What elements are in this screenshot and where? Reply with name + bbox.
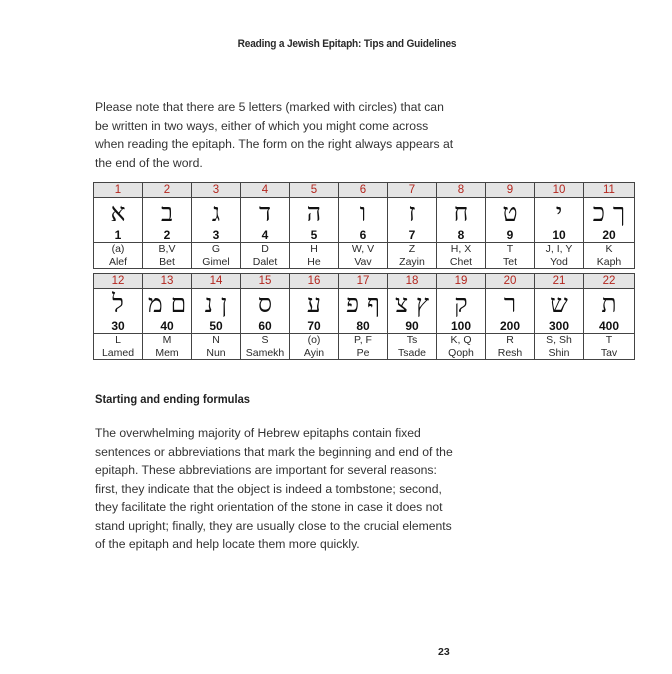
letter-name-cell: Yod <box>535 255 584 269</box>
transliteration-cell: W, V <box>339 243 388 256</box>
numeric-value-cell: 1 <box>94 228 143 243</box>
hebrew-letter-cell: ב <box>143 198 192 229</box>
hebrew-letter-cell: ת <box>584 289 635 320</box>
hebrew-letter-cell: ף פ <box>339 289 388 320</box>
numeric-value-cell: 100 <box>437 319 486 334</box>
numeric-value-cell: 200 <box>486 319 535 334</box>
hebrew-letter-cell: ך כ <box>584 198 635 229</box>
letter-name-cell: Lamed <box>94 346 143 360</box>
transliteration-cell: K, Q <box>437 334 486 347</box>
numeric-value-cell: 3 <box>192 228 241 243</box>
letter-number-cell: 15 <box>241 274 290 289</box>
hebrew-letter-cell: ן נ <box>192 289 241 320</box>
numeric-value-cell: 30 <box>94 319 143 334</box>
hebrew-alphabet-table <box>93 182 635 360</box>
hebrew-letter-cell: ה <box>290 198 339 229</box>
letter-number-cell: 18 <box>388 274 437 289</box>
letter-number-cell: 5 <box>290 183 339 198</box>
intro-paragraph: Please note that there are 5 letters (marked with circles) that can be written in two ways, either of which you might come across when reading the epitaph. The form on the right always appears at the end of the word. <box>95 100 454 170</box>
hebrew-letter-cell: ט <box>486 198 535 229</box>
transliteration-cell: L <box>94 334 143 347</box>
hebrew-letter-cell: ל <box>94 289 143 320</box>
alphabet-row1-numbers <box>94 183 635 198</box>
letter-name-cell: Samekh <box>241 346 290 360</box>
letter-number-cell: 16 <box>290 274 339 289</box>
transliteration-cell: J, I, Y <box>535 243 584 256</box>
letter-name-cell: Mem <box>143 346 192 360</box>
letter-name-cell: Qoph <box>437 346 486 360</box>
numeric-value-cell: 90 <box>388 319 437 334</box>
section-heading: Starting and ending formulas <box>95 392 251 406</box>
letter-name-cell: Zayin <box>388 255 437 269</box>
transliteration-cell: T <box>584 334 635 347</box>
letter-number-cell: 8 <box>437 183 486 198</box>
letter-number-cell: 21 <box>535 274 584 289</box>
numeric-value-cell: 60 <box>241 319 290 334</box>
body-paragraph: The overwhelming majority of Hebrew epitaphs contain fixed sentences or abbreviations that mark the beginning and end of the epitaph. These abbreviations are important for several reasons: first, they indicate that the object is indeed a tombstone; second, they facilitate the right orientation of the stone in case it does not stand upright; finally, they are usually close to the crucial elements of the epitaph and help locate them more quickly. <box>95 426 453 551</box>
transliteration-cell: (a) <box>94 243 143 256</box>
numeric-value-cell: 400 <box>584 319 635 334</box>
letter-name-cell: Ayin <box>290 346 339 360</box>
alphabet-row2-translit <box>94 334 635 347</box>
transliteration-cell: (o) <box>290 334 339 347</box>
numeric-value-cell: 80 <box>339 319 388 334</box>
alphabet-row1-letters <box>94 198 635 229</box>
letter-number-cell: 4 <box>241 183 290 198</box>
letter-name-cell: Pe <box>339 346 388 360</box>
numeric-value-cell: 70 <box>290 319 339 334</box>
hebrew-letter-cell: ו <box>339 198 388 229</box>
hebrew-letter-cell: ץ צ <box>388 289 437 320</box>
letter-number-cell: 11 <box>584 183 635 198</box>
transliteration-cell: N <box>192 334 241 347</box>
transliteration-cell: B,V <box>143 243 192 256</box>
letter-number-cell: 3 <box>192 183 241 198</box>
hebrew-letter-cell: ק <box>437 289 486 320</box>
hebrew-letter-cell: ח <box>437 198 486 229</box>
numeric-value-cell: 6 <box>339 228 388 243</box>
transliteration-cell: S, Sh <box>535 334 584 347</box>
letter-name-cell: Resh <box>486 346 535 360</box>
hebrew-letter-cell: ד <box>241 198 290 229</box>
alphabet-row2-values <box>94 319 635 334</box>
transliteration-cell: R <box>486 334 535 347</box>
transliteration-cell: S <box>241 334 290 347</box>
letter-name-cell: Nun <box>192 346 241 360</box>
letter-name-cell: Kaph <box>584 255 635 269</box>
numeric-value-cell: 5 <box>290 228 339 243</box>
numeric-value-cell: 7 <box>388 228 437 243</box>
alphabet-row1-values <box>94 228 635 243</box>
letter-number-cell: 2 <box>143 183 192 198</box>
letter-number-cell: 17 <box>339 274 388 289</box>
hebrew-letter-cell: ג <box>192 198 241 229</box>
letter-number-cell: 12 <box>94 274 143 289</box>
letter-number-cell: 22 <box>584 274 635 289</box>
transliteration-cell: M <box>143 334 192 347</box>
letter-number-cell: 13 <box>143 274 192 289</box>
alphabet-row2-numbers <box>94 274 635 289</box>
letter-number-cell: 10 <box>535 183 584 198</box>
letter-number-cell: 1 <box>94 183 143 198</box>
letter-number-cell: 19 <box>437 274 486 289</box>
letter-name-cell: Alef <box>94 255 143 269</box>
transliteration-cell: Ts <box>388 334 437 347</box>
hebrew-letter-cell: ס <box>241 289 290 320</box>
letter-name-cell: Chet <box>437 255 486 269</box>
letter-name-cell: Shin <box>535 346 584 360</box>
hebrew-letter-cell: ע <box>290 289 339 320</box>
alphabet-row2-letters <box>94 289 635 320</box>
transliteration-cell: G <box>192 243 241 256</box>
running-head: Reading a Jewish Epitaph: Tips and Guidelines <box>237 38 457 50</box>
letter-name-cell: He <box>290 255 339 269</box>
page-number: 23 <box>438 646 450 658</box>
letter-name-cell: Dalet <box>241 255 290 269</box>
alphabet-row2-names <box>94 346 635 360</box>
hebrew-letter-cell: ז <box>388 198 437 229</box>
letter-name-cell: Vav <box>339 255 388 269</box>
letter-number-cell: 20 <box>486 274 535 289</box>
letter-number-cell: 14 <box>192 274 241 289</box>
transliteration-cell: K <box>584 243 635 256</box>
letter-number-cell: 9 <box>486 183 535 198</box>
hebrew-letter-cell: ם מ <box>143 289 192 320</box>
letter-name-cell: Tsade <box>388 346 437 360</box>
numeric-value-cell: 50 <box>192 319 241 334</box>
letter-name-cell: Gimel <box>192 255 241 269</box>
numeric-value-cell: 20 <box>584 228 635 243</box>
alphabet-row1-names <box>94 255 635 269</box>
letter-name-cell: Tav <box>584 346 635 360</box>
letter-name-cell: Tet <box>486 255 535 269</box>
numeric-value-cell: 10 <box>535 228 584 243</box>
numeric-value-cell: 8 <box>437 228 486 243</box>
hebrew-letter-cell: ש <box>535 289 584 320</box>
alphabet-row1-translit <box>94 243 635 256</box>
transliteration-cell: H <box>290 243 339 256</box>
transliteration-cell: H, X <box>437 243 486 256</box>
hebrew-letter-cell: ר <box>486 289 535 320</box>
numeric-value-cell: 2 <box>143 228 192 243</box>
transliteration-cell: D <box>241 243 290 256</box>
transliteration-cell: P, F <box>339 334 388 347</box>
letter-name-cell: Bet <box>143 255 192 269</box>
transliteration-cell: Z <box>388 243 437 256</box>
numeric-value-cell: 40 <box>143 319 192 334</box>
transliteration-cell: T <box>486 243 535 256</box>
letter-number-cell: 6 <box>339 183 388 198</box>
numeric-value-cell: 300 <box>535 319 584 334</box>
numeric-value-cell: 4 <box>241 228 290 243</box>
letter-number-cell: 7 <box>388 183 437 198</box>
numeric-value-cell: 9 <box>486 228 535 243</box>
hebrew-letter-cell: א <box>94 198 143 229</box>
hebrew-letter-cell: י <box>535 198 584 229</box>
